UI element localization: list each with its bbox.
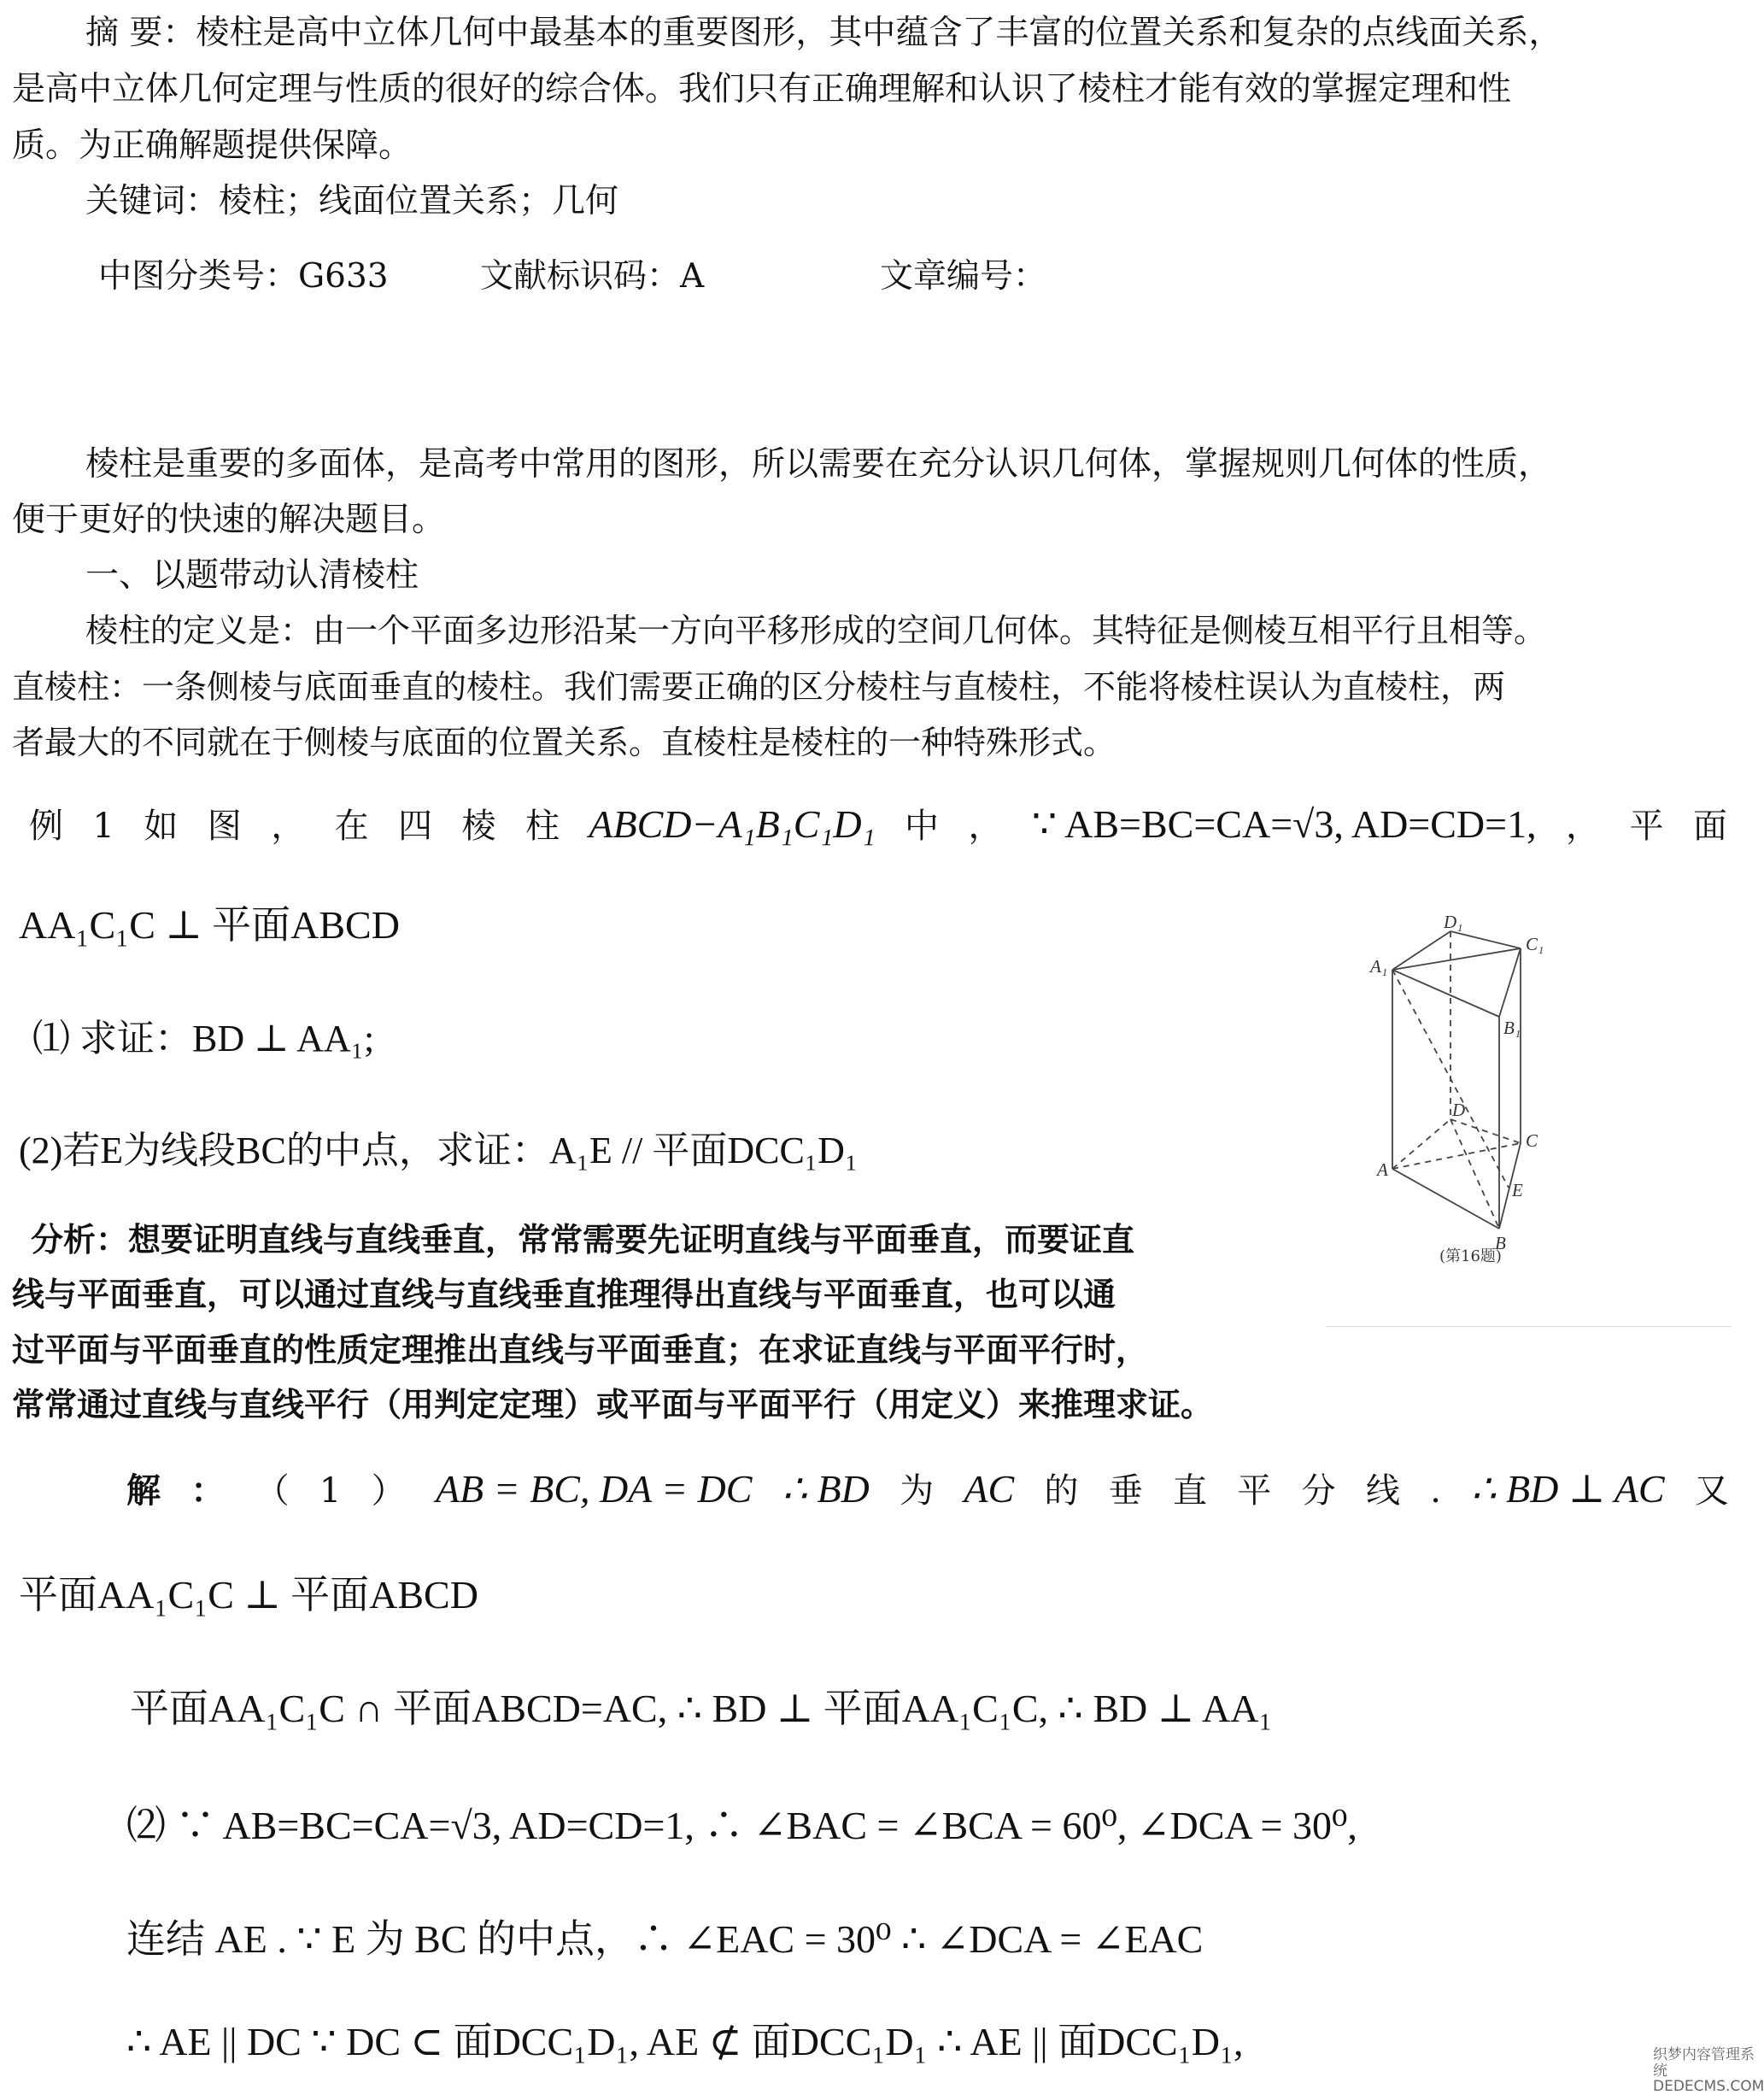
solution-paren-close: ） [371,1471,406,1511]
analysis-line-2: 线与平面垂直，可以通过直线与直线垂直推理得出直线与平面垂直，也可以通 [12,1275,1116,1313]
intro-line-1: 棱柱是重要的多面体，是高考中常用的图形，所以需要在充分认识几何体，掌握规则几何体的性质， [85,445,1552,484]
watermark [1653,2047,1764,2095]
intro-line-2: 便于更好的快速的解决题目。 [12,501,446,539]
label-B: B [1495,1233,1506,1253]
solution-word: 平 [1237,1471,1272,1511]
example-word: 中 [905,807,940,846]
prism-figure [1358,914,1589,1273]
given-condition: ∵ AB=BC=CA=√3, AD=CD=1, [1031,802,1537,846]
solution-eq-2: ∴ BD [782,1467,870,1511]
example-word: ， [271,807,306,846]
analysis-line-4: 常常通过直线与直线平行（用判定定理）或平面与平面平行（用定义）来推理求证。 [12,1385,1214,1423]
label-B1: B₁ [1503,1018,1521,1038]
example-1-line-2: AA₁C₁C ⊥ 平面ABCD [19,903,400,947]
example-word: 如 [144,807,179,846]
label-D: D [1452,1100,1466,1120]
solution-dot: . [1430,1471,1441,1511]
solution-label: 解 [126,1470,161,1511]
label-A1: A₁ [1370,956,1388,977]
example-word: 图 [207,807,242,846]
label-A: A [1377,1159,1388,1180]
figure-divider [1326,1326,1732,1327]
example-word: 柱 [525,807,560,846]
solution-paren-open: （ [255,1471,290,1511]
doc-code: 文献标识码：A [480,257,705,296]
solution-colon: ： [190,1470,226,1511]
prism-name: ABCD−A₁B₁C₁D₁ [589,802,876,846]
solution-eq-1: AB = BC, DA = DC [435,1467,753,1511]
example-word: ， [1566,807,1601,846]
abstract-line-3: 质。为正确解题提供保障。 [12,126,413,165]
solution-line-3: 平面AA₁C₁C ∩ 平面ABCD=AC, ∴ BD ⊥ 平面AA₁C₁C, ∴ BD ⊥ AA₁ [130,1687,1273,1730]
section-title: 一、以题带动认清棱柱 [85,556,419,595]
question-1: ⑴ 求证：BD ⊥ AA₁; [32,1018,375,1059]
solution-word: 线 [1365,1471,1400,1511]
solution-number: 1 [319,1471,342,1511]
example-word: 1 [92,807,114,846]
label-D1: D₁ [1444,912,1463,932]
label-E: E [1512,1180,1523,1200]
solution-line-6: ∴ AE || DC ∵ DC ⊂ 面DCC₁D₁, AE ⊄ 面DCC₁D₁ ∴ AE || 面DCC₁D₁, [126,2020,1244,2063]
solution-line-5: 连结 AE . ∵ E 为 BC 的中点，∴ ∠EAC = 30⁰ ∴ ∠DCA = ∠EAC [126,1917,1204,1961]
abstract-line-2: 是高中立体几何定理与性质的很好的综合体。我们只有正确理解和认识了棱柱才能有效的掌握定理和性 [12,70,1512,109]
analysis-line-1: 分析：想要证明直线与直线垂直，常常需要先证明直线与平面垂直，而要证直 [31,1220,1135,1259]
example-word: 例 [29,807,63,846]
example-word: 在 [334,807,369,846]
watermark-line-2: DEDECMS.COM [1653,2078,1764,2095]
example-word: 棱 [461,807,496,846]
example-word: 平 [1629,807,1664,846]
solution-word: 垂 [1108,1471,1143,1511]
solution-word: 为 [900,1471,935,1511]
solution-eq-3: AC [964,1467,1015,1511]
solution-word: 的 [1044,1471,1079,1511]
solution-word: 又 [1694,1471,1729,1511]
article-number: 文章编号： [880,257,1047,296]
keywords: 关键词：棱柱；线面位置关系；几何 [85,182,619,220]
solution-line-2: 平面AA₁C₁C ⊥ 平面ABCD [19,1573,478,1617]
example-word: 四 [398,807,433,846]
definition-line-3: 者最大的不同就在于侧棱与底面的位置关系。直棱柱是棱柱的一种特殊形式。 [12,724,1116,761]
analysis-line-3: 过平面与平面垂直的性质定理推出直线与平面垂直；在求证直线与平面平行时， [12,1330,1149,1369]
label-C1: C₁ [1526,934,1544,954]
figure-caption: (第16题) [1439,1247,1502,1265]
solution-eq-4: ∴ BD ⊥ AC [1471,1467,1665,1511]
definition-line-1: 棱柱的定义是：由一个平面多边形沿某一方向平移形成的空间几何体。其特征是侧棱互相平行且相等。 [85,612,1547,649]
example-word: 面 [1692,807,1727,846]
definition-line-2: 直棱柱：一条侧棱与底面垂直的棱柱。我们需要正确的区分棱柱与直棱柱，不能将棱柱误认为直棱柱，两 [12,668,1506,706]
watermark-line-1: 织梦内容管理系统 [1653,2046,1755,2080]
solution-word: 直 [1173,1471,1208,1511]
abstract-line-1: 摘 要：棱柱是高中立体几何中最基本的重要图形，其中蕴含了丰富的位置关系和复杂的点线面关系， [85,14,1562,52]
solution-word: 分 [1301,1471,1336,1511]
question-2: (2)若E为线段BC的中点，求证：A₁E // 平面DCC₁D₁ [19,1130,859,1171]
label-C: C [1526,1130,1538,1151]
example-1-line-1 [29,803,1727,847]
solution-line-4: ⑵ ∵ AB=BC=CA=√3, AD=CD=1, ∴ ∠BAC = ∠BCA = 60⁰, ∠DCA = 30⁰, [126,1804,1357,1847]
clc-number: 中图分类号：G633 [98,257,389,296]
solution-line-1 [126,1468,1729,1511]
example-word: ， [968,807,1003,846]
